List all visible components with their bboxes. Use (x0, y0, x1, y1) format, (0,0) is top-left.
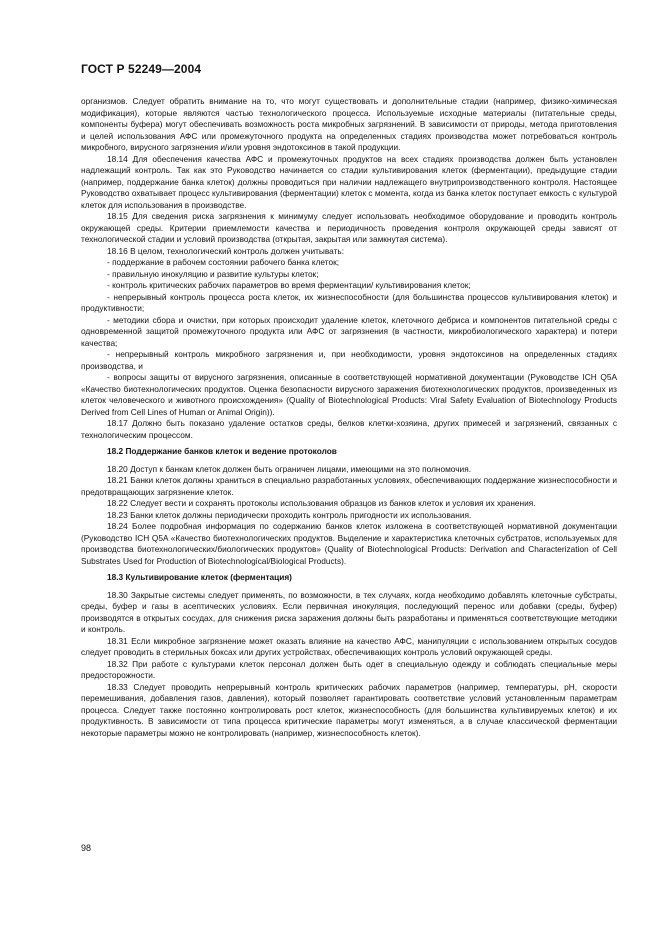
paragraph-18-32: 18.32 При работе с культурами клеток персонал должен быть одет в специальную одежду и соблюдать специальные меры предосторожности. (81, 658, 617, 680)
paragraph-18-21: 18.21 Банки клеток должны храниться в специально разработанных условиях, обеспечивающих поддержание жизнеспособности и предотвращающих загрязнение клеток. (81, 475, 617, 497)
section-heading-18-2: 18.2 Поддержание банков клеток и ведение протоколов (107, 446, 337, 456)
paragraph-18-16: 18.16 В целом, технологический контроль должен учитывать: (107, 245, 345, 256)
paragraph-18-24: 18.24 Более подробная информация по содержанию банков клеток изложена в соответствующей нормативной документации (Руководство ICH Q5A «Качество биотехнологических продуктов. Выделение и характеристика клеточных субстратов, используемых для производства биотехнологических/биологических продуктов» (Quality of Biotechnological Products: Derivation and Characterization of Cell Substrates Used for Production of Biotechnological/Biological Products). (81, 521, 617, 566)
paragraph-18-22: 18.22 Следует вести и сохранять протоколы использования образцов из банков клеток и условия их хранения. (107, 498, 536, 508)
list-item: - поддержание в рабочем состоянии рабочего банка клеток; (107, 257, 340, 267)
list-item: - непрерывный контроль процесса роста клеток, их жизнеспособности (для большинства процессов культивирования клеток) и продуктивности; (81, 291, 617, 313)
paragraph-18-33: 18.33 Следует проводить непрерывный контроль критических рабочих параметров (например, температуры, рН, скорости перемешивания, добавления газов, давления), который позволяет гарантировать соответствие условий установленным параметрам процесса. Следует также постоянно контролировать рост клеток, жизнеспособность (для большинства культивируемых клеток) и их продуктивность. В зависимости от типа процесса критические параметры могут изменяться, а в случае классической ферментации некоторые параметры можно не контролировать (например, жизнеспособность клеток). (81, 681, 617, 738)
paragraph-18-15: 18.15 Для сведения риска загрязнения к минимуму следует использовать необходимое оборудование и проводить контроль окружающей среды. Критерии приемлемости качества и периодичность проведения контроля окружающей среды зависят от технологической стадии и условий производства (открытая, закрытая или замкнутая система). (81, 211, 617, 244)
list-item: - методики сбора и очистки, при которых происходит удаление клеток, клеточного дебриса и компонентов питательной среды с одновременной защитой промежуточного продукта или АФС от загрязнения (в частности, микробиологического характера) и потери качества; (81, 314, 617, 348)
list-item: - контроль критических рабочих параметров во время ферментации/ культивирования клеток; (107, 280, 471, 290)
paragraph-continuation: организмов. Следует обратить внимание на то, что могут существовать и дополнительные стадии (например, физико-химическая модификация), которые являются частью технологического процесса. Используемые исходные материалы (питательные среды, компоненты буфера) могут обеспечивать возможность роста микробных загрязнений. В зависимости от природы, метода приготовления и целей использования АФС или промежуточного продукта на определенных стадиях производства может потребоваться контроль микробного, вирусного загрязнения и/или уровня эндотоксинов в такой продукции. (81, 96, 617, 152)
paragraph-18-17: 18.17 Должно быть показано удаление остатков среды, белков клетки-хозяина, других примесей и загрязнений, связанных с технологическим процессом. (81, 418, 617, 440)
document-body (81, 96, 617, 739)
paragraph-18-20: 18.20 Доступ к банкам клеток должен быть ограничен лицами, имеющими на это полномочия. (107, 463, 471, 474)
section-heading-18-3: 18.3 Культивирование клеток (ферментация) (107, 572, 292, 582)
list-item: - непрерывный контроль микробного загрязнения и, при необходимости, уровня эндотоксинов на определенных стадиях производства, и (81, 349, 617, 371)
paragraph-18-23: 18.23 Банки клеток должны периодически проходить контроль пригодности их использования. (107, 509, 472, 520)
document-standard-id: ГОСТ Р 52249—2004 (81, 62, 202, 76)
paragraph-18-31: 18.31 Если микробное загрязнение может оказать влияние на качество АФС, манипуляции с использованием открытых сосудов следует проводить в стерильных боксах или других устройствах, обеспечивающих контроль условий окружающей среды. (81, 635, 617, 657)
page-number: 98 (81, 843, 92, 853)
paragraph-18-14: 18.14 Для обеспечения качества АФС и промежуточных продуктов на всех стадиях производства должен быть установлен надлежащий контроль. Так как это Руководство начинается со стадии культивирования клеток (ферментации), предыдущие стадии (например, поддержание банка клеток) должны проводиться при наличии надлежащего внутрипроизводственного контроля. Настоящее Руководство охватывает процесс культивирования (ферментации) клеток с момента, когда из банка клеток поступает емкость с культурой клеток для использования в производстве. (81, 153, 617, 210)
paragraph-18-30: 18.30 Закрытые системы следует применять, по возможности, в тех случаях, когда необходимо добавлять клеточные субстраты, среды, буфер и газы в асептических условиях. Если первичная инокуляция, последующий перенос или добавки (среды, буфер) производятся в открытых сосудах, для снижения риска заражения должны быть разработаны и применяться соответствующие методики и контроль. (81, 589, 617, 634)
list-item: - вопросы защиты от вирусного загрязнения, описанные в соответствующей нормативной документации (Руководстве ICH Q5A «Качество биотехнологических продуктов. Оценка безопасности вирусного заражения биотехнологических продуктов, произведенных из клеток человеческого и животного происхождения» (Quality of Biotechnological Products: Viral Safety Evaluation of Biotechnology Products Derived from Cell Lines of Human or Animal Origin)). (81, 372, 617, 417)
list-item: - правильную инокуляцию и развитие культуры клеток; (107, 268, 319, 279)
